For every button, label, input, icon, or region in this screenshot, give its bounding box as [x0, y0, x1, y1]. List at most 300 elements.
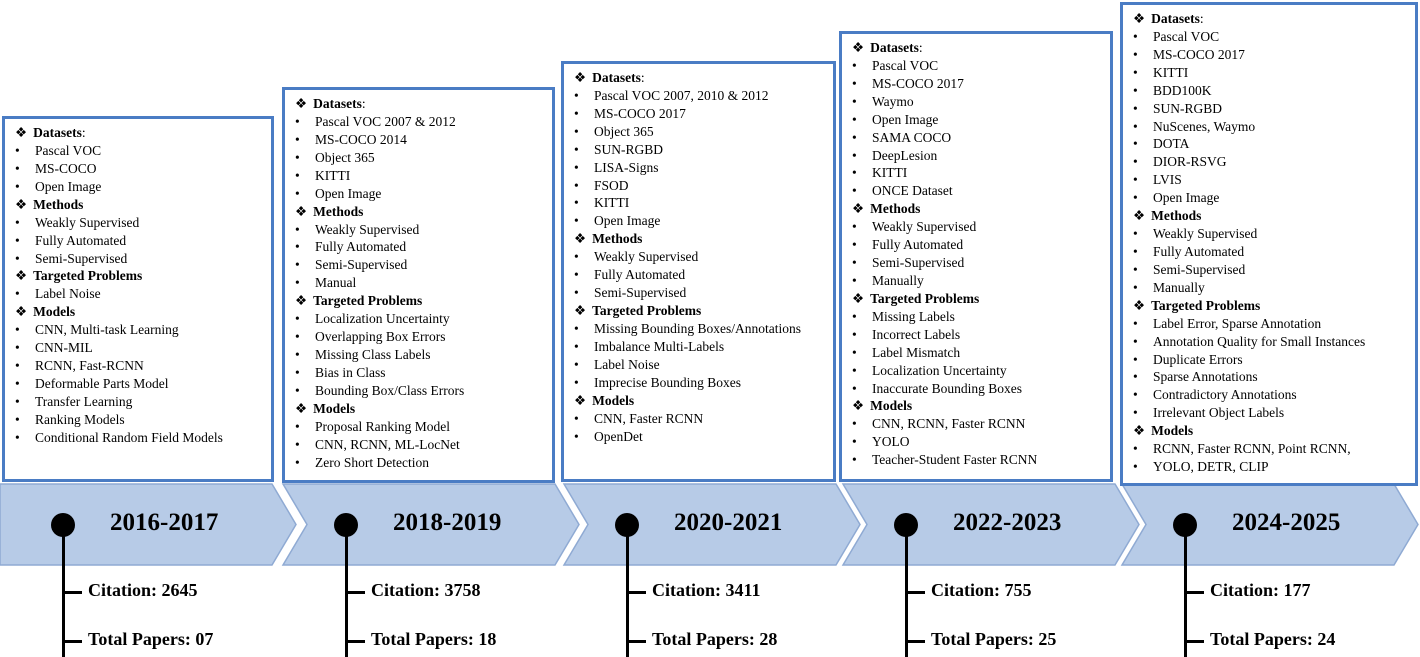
bullet-icon: • [852, 75, 857, 91]
list-item [295, 238, 546, 256]
year-label-2016-2017: 2016-2017 [110, 508, 219, 536]
citation-stat-connector [1184, 591, 1204, 594]
bullet-icon: • [1133, 351, 1138, 367]
list-item [1133, 82, 1409, 100]
bullet-icon: • [295, 239, 300, 255]
section-title: Methods [313, 203, 364, 219]
list-item-text: Inaccurate Bounding Boxes [872, 380, 1022, 396]
list-item-text: Duplicate Errors [1153, 351, 1243, 367]
section-marker-icon: ❖ [852, 290, 865, 306]
list-item [1133, 100, 1409, 118]
bullet-icon: • [574, 195, 579, 211]
list-item [852, 451, 1104, 469]
list-item [1133, 386, 1409, 404]
bullet-icon: • [295, 275, 300, 291]
list-item [852, 344, 1104, 362]
list-item [295, 436, 546, 454]
list-item-text: Open Image [35, 178, 102, 194]
bullet-icon: • [574, 285, 579, 301]
period-box-2022-2023 [839, 31, 1113, 482]
section-title: Models [313, 400, 356, 416]
bullet-icon: • [852, 362, 857, 378]
list-item [852, 164, 1104, 182]
list-item-text: Open Image [872, 111, 939, 127]
list-item-text: Pascal VOC 2007 & 2012 [315, 114, 456, 129]
list-item-text: Conditional Random Field Models [35, 429, 223, 445]
bullet-icon: • [1133, 369, 1138, 385]
list-item [1133, 351, 1409, 369]
total-papers-stat: Total Papers: 24 [1210, 629, 1336, 649]
section-marker-icon: ❖ [295, 400, 308, 416]
bullet-icon: • [15, 232, 20, 248]
section-colon: : [640, 70, 645, 85]
list-item-text: Missing Bounding Boxes/Annotations [594, 320, 802, 336]
list-item-text: KITTI [1153, 64, 1189, 80]
total-papers-stat-connector [345, 640, 365, 643]
citation-stat: Citation: 3758 [371, 580, 481, 600]
list-item-text: MS-COCO 2014 [315, 131, 407, 147]
list-item [852, 129, 1104, 147]
list-item-text: Weakly Supervised [315, 221, 420, 237]
section-title: Targeted Problems [592, 302, 702, 318]
bullet-icon: • [1133, 136, 1138, 152]
bullet-icon: • [1133, 172, 1138, 188]
section-heading [295, 400, 546, 418]
list-item [852, 218, 1104, 236]
section-title: Datasets [592, 70, 641, 85]
list-item [295, 418, 546, 436]
list-item [15, 250, 265, 268]
bullet-icon: • [852, 93, 857, 109]
bullet-icon: • [574, 213, 579, 229]
list-item-text: Bias in Class [315, 364, 386, 380]
section-title: Methods [592, 231, 643, 247]
section-heading [852, 290, 1104, 308]
list-item-text: KITTI [872, 165, 908, 181]
section-marker-icon: ❖ [295, 203, 308, 219]
list-item [852, 380, 1104, 398]
section-marker-icon: ❖ [295, 293, 308, 309]
section-marker-icon: ❖ [574, 392, 587, 408]
list-item-text: Imprecise Bounding Boxes [594, 374, 741, 390]
list-item-text: Incorrect Labels [872, 326, 961, 342]
list-item [574, 177, 827, 195]
section-heading [15, 303, 265, 321]
list-item-text: Object 365 [315, 149, 375, 165]
list-item-text: KITTI [594, 195, 630, 211]
list-item-text: FSOD [594, 177, 629, 193]
list-item-text: ONCE Dataset [872, 183, 953, 199]
list-item-text: CNN, RCNN, Faster RCNN [872, 416, 1026, 432]
list-item-text: Pascal VOC 2007, 2010 & 2012 [594, 88, 769, 103]
list-item-text: SUN-RGBD [594, 141, 664, 157]
list-item-text: Fully Automated [315, 239, 407, 255]
list-item [1133, 153, 1409, 171]
bullet-icon: • [574, 267, 579, 283]
list-item-text: SUN-RGBD [1153, 100, 1223, 116]
bullet-icon: • [852, 111, 857, 127]
list-item [295, 113, 546, 131]
list-item-text: CNN, Faster RCNN [594, 410, 704, 426]
list-item [1133, 189, 1409, 207]
citation-stat: Citation: 755 [931, 580, 1032, 600]
section-marker-icon: ❖ [574, 70, 587, 85]
list-item-text: Proposal Ranking Model [315, 418, 450, 434]
section-heading [1133, 297, 1409, 315]
list-item-text: Semi-Supervised [872, 255, 965, 271]
bullet-icon: • [1133, 279, 1138, 295]
period-box-2018-2019 [282, 87, 555, 483]
bullet-icon: • [295, 346, 300, 362]
list-item-text: Weakly Supervised [872, 219, 977, 235]
bullet-icon: • [295, 185, 300, 201]
bullet-icon: • [574, 428, 579, 444]
bullet-icon: • [574, 410, 579, 426]
bullet-icon: • [574, 159, 579, 175]
citation-stat: Citation: 2645 [88, 580, 198, 600]
list-item-text: Semi-Supervised [315, 257, 408, 273]
list-item [1133, 440, 1409, 458]
list-item-text: Weakly Supervised [1153, 226, 1258, 242]
bullet-icon: • [1133, 387, 1138, 403]
section-marker-icon: ❖ [1133, 297, 1146, 313]
list-item [295, 382, 546, 400]
section-title: Datasets [1151, 11, 1200, 26]
bullet-icon: • [1133, 64, 1138, 80]
list-item-text: DeepLesion [872, 147, 938, 163]
list-item [295, 149, 546, 167]
list-item-text: Localization Uncertainty [872, 362, 1007, 378]
bullet-icon: • [852, 129, 857, 145]
list-item [574, 410, 827, 428]
list-item [15, 214, 265, 232]
list-item [574, 356, 827, 374]
list-item-text: Weakly Supervised [594, 249, 699, 265]
bullet-icon: • [15, 376, 20, 392]
list-item-text: NuScenes, Waymo [1153, 118, 1256, 134]
list-item-text: Transfer Learning [35, 393, 133, 409]
list-item [852, 57, 1104, 75]
list-item-text: MS-COCO [35, 160, 97, 176]
total-papers-stat-connector [905, 640, 925, 643]
section-marker-icon: ❖ [15, 196, 28, 212]
section-marker-icon: ❖ [852, 40, 865, 55]
list-item [295, 256, 546, 274]
list-item-text: Weakly Supervised [35, 214, 140, 230]
period-box-2024-2025 [1120, 2, 1418, 486]
list-item-text: Fully Automated [594, 267, 686, 283]
bullet-icon: • [15, 340, 20, 356]
list-item-text: Overlapping Box Errors [315, 329, 446, 345]
list-item-text: Waymo [872, 93, 914, 109]
bullet-icon: • [852, 326, 857, 342]
list-item [574, 141, 827, 159]
bullet-icon: • [852, 452, 857, 468]
list-item-text: Open Image [315, 185, 382, 201]
list-item [15, 232, 265, 250]
bullet-icon: • [852, 165, 857, 181]
list-item [295, 131, 546, 149]
bullet-icon: • [15, 393, 20, 409]
section-marker-icon: ❖ [574, 302, 587, 318]
list-item [15, 142, 265, 160]
bullet-icon: • [1133, 100, 1138, 116]
bullet-icon: • [295, 454, 300, 470]
list-item [574, 374, 827, 392]
list-item [852, 93, 1104, 111]
section-marker-icon: ❖ [852, 398, 865, 414]
bullet-icon: • [15, 214, 20, 230]
section-colon: : [918, 40, 923, 55]
list-item [852, 272, 1104, 290]
section-heading [1133, 10, 1409, 28]
bullet-icon: • [295, 221, 300, 237]
list-item [1133, 368, 1409, 386]
list-item-text: CNN, Multi-task Learning [35, 322, 179, 338]
bullet-icon: • [1133, 441, 1138, 457]
list-item-text: MS-COCO 2017 [872, 75, 964, 91]
list-item [574, 105, 827, 123]
bullet-icon: • [852, 380, 857, 396]
section-heading [574, 230, 827, 248]
list-item [574, 159, 827, 177]
section-title: Targeted Problems [1151, 297, 1261, 313]
list-item-text: Label Noise [35, 286, 101, 302]
list-item [574, 338, 827, 356]
list-item [15, 285, 265, 303]
list-item-text: Label Noise [594, 356, 660, 372]
bullet-icon: • [574, 141, 579, 157]
list-item [1133, 333, 1409, 351]
list-item-text: OpenDet [594, 428, 643, 444]
section-title: Datasets [33, 125, 82, 140]
list-item [295, 346, 546, 364]
list-item-text: SAMA COCO [872, 129, 952, 145]
list-item-text: Localization Uncertainty [315, 311, 450, 327]
list-item-text: Object 365 [594, 123, 654, 139]
citation-stat-connector [626, 591, 646, 594]
bullet-icon: • [295, 131, 300, 147]
section-heading [852, 397, 1104, 415]
section-heading [574, 302, 827, 320]
year-label-2018-2019: 2018-2019 [393, 508, 502, 536]
list-item-text: DOTA [1153, 136, 1190, 152]
list-item [852, 254, 1104, 272]
bullet-icon: • [295, 436, 300, 452]
section-heading [574, 69, 827, 87]
list-item-text: Irrelevant Object Labels [1153, 405, 1285, 421]
bullet-icon: • [1133, 261, 1138, 277]
bullet-icon: • [1133, 118, 1138, 134]
list-item [574, 320, 827, 338]
section-heading [15, 196, 265, 214]
bullet-icon: • [852, 183, 857, 199]
bullet-icon: • [295, 114, 300, 129]
total-papers-stat-connector [62, 640, 82, 643]
list-item [852, 308, 1104, 326]
section-marker-icon: ❖ [15, 304, 28, 320]
list-item [852, 326, 1104, 344]
list-item-text: Manually [872, 272, 924, 288]
list-item-text: Semi-Supervised [35, 250, 128, 266]
section-title: Targeted Problems [313, 293, 423, 309]
list-item-text: RCNN, Faster RCNN, Point RCNN, [1153, 441, 1351, 457]
section-marker-icon: ❖ [1133, 423, 1146, 439]
bullet-icon: • [574, 338, 579, 354]
list-item-text: Ranking Models [35, 411, 125, 427]
section-title: Methods [33, 196, 84, 212]
bullet-icon: • [852, 58, 857, 73]
bullet-icon: • [15, 286, 20, 302]
list-item-text: LISA-Signs [594, 159, 659, 175]
bullet-icon: • [1133, 154, 1138, 170]
section-title: Models [592, 392, 635, 408]
bullet-icon: • [295, 418, 300, 434]
section-heading [295, 203, 546, 221]
list-item-text: Pascal VOC [872, 58, 939, 73]
list-item [295, 310, 546, 328]
bullet-icon: • [852, 434, 857, 450]
total-papers-stat: Total Papers: 25 [931, 629, 1057, 649]
bullet-icon: • [15, 358, 20, 374]
section-title: Methods [1151, 208, 1202, 224]
list-item [852, 75, 1104, 93]
bullet-icon: • [574, 374, 579, 390]
section-title: Datasets [313, 96, 362, 111]
list-item-text: Fully Automated [1153, 243, 1245, 259]
list-item [574, 266, 827, 284]
list-item [295, 185, 546, 203]
period-box-2016-2017 [2, 116, 274, 482]
section-heading [15, 124, 265, 142]
list-item-text: MS-COCO 2017 [1153, 46, 1245, 62]
bullet-icon: • [1133, 226, 1138, 242]
year-label-2022-2023: 2022-2023 [953, 508, 1062, 536]
list-item-text: Imbalance Multi-Labels [594, 338, 725, 354]
list-item-text: Open Image [1153, 190, 1220, 206]
bullet-icon: • [574, 320, 579, 336]
bullet-icon: • [1133, 333, 1138, 349]
list-item-text: Annotation Quality for Small Instances [1153, 333, 1366, 349]
list-item-text: Sparse Annotations [1153, 369, 1258, 385]
list-item [1133, 46, 1409, 64]
citation-stat-connector [62, 591, 82, 594]
list-item [295, 221, 546, 239]
list-item [852, 147, 1104, 165]
list-item [1133, 135, 1409, 153]
list-item [15, 339, 265, 357]
bullet-icon: • [1133, 243, 1138, 259]
list-item [295, 454, 546, 472]
section-marker-icon: ❖ [574, 231, 587, 247]
section-colon: : [361, 96, 366, 111]
list-item [1133, 279, 1409, 297]
citation-stat-connector [905, 591, 925, 594]
list-item [1133, 171, 1409, 189]
list-item-text: Label Error, Sparse Annotation [1153, 315, 1322, 331]
bullet-icon: • [1133, 29, 1138, 44]
section-heading [1133, 422, 1409, 440]
list-item [1133, 404, 1409, 422]
list-item [574, 248, 827, 266]
total-papers-stat-connector [1184, 640, 1204, 643]
bullet-icon: • [852, 219, 857, 235]
section-title: Models [1151, 423, 1194, 439]
list-item [15, 160, 265, 178]
list-item [295, 328, 546, 346]
bullet-icon: • [574, 105, 579, 121]
list-item-text: LVIS [1153, 172, 1182, 188]
list-item-text: Bounding Box/Class Errors [315, 382, 465, 398]
list-item [15, 411, 265, 429]
bullet-icon: • [15, 178, 20, 194]
list-item-text: DIOR-RSVG [1153, 154, 1227, 170]
list-item-text: Manual [315, 275, 357, 291]
list-item [1133, 225, 1409, 243]
total-papers-stat: Total Papers: 28 [652, 629, 778, 649]
bullet-icon: • [295, 167, 300, 183]
list-item [1133, 458, 1409, 476]
list-item-text: CNN-MIL [35, 340, 93, 356]
list-item [574, 428, 827, 446]
bullet-icon: • [852, 147, 857, 163]
list-item [852, 362, 1104, 380]
section-marker-icon: ❖ [15, 125, 28, 140]
section-marker-icon: ❖ [15, 268, 28, 284]
section-heading [1133, 207, 1409, 225]
list-item [15, 321, 265, 339]
section-title: Methods [870, 201, 921, 217]
list-item [15, 375, 265, 393]
section-title: Models [870, 398, 913, 414]
list-item [852, 415, 1104, 433]
total-papers-stat: Total Papers: 18 [371, 629, 497, 649]
section-title: Datasets [870, 40, 919, 55]
bullet-icon: • [295, 311, 300, 327]
list-item [295, 274, 546, 292]
bullet-icon: • [1133, 459, 1138, 475]
list-item [1133, 261, 1409, 279]
bullet-icon: • [15, 429, 20, 445]
section-heading [852, 200, 1104, 218]
period-box-2020-2021 [561, 61, 836, 482]
list-item [1133, 315, 1409, 333]
total-papers-stat-connector [626, 640, 646, 643]
section-heading [295, 292, 546, 310]
bullet-icon: • [574, 88, 579, 103]
list-item-text: Semi-Supervised [594, 285, 687, 301]
list-item-text: Semi-Supervised [1153, 261, 1246, 277]
section-title: Targeted Problems [870, 290, 980, 306]
list-item [295, 364, 546, 382]
section-colon: : [1199, 11, 1204, 26]
bullet-icon: • [852, 344, 857, 360]
bullet-icon: • [852, 255, 857, 271]
section-title: Targeted Problems [33, 268, 143, 284]
section-heading [852, 39, 1104, 57]
section-heading [295, 95, 546, 113]
bullet-icon: • [1133, 46, 1138, 62]
citation-stat: Citation: 3411 [652, 580, 761, 600]
list-item [1133, 118, 1409, 136]
bullet-icon: • [574, 177, 579, 193]
bullet-icon: • [1133, 315, 1138, 331]
list-item [852, 111, 1104, 129]
year-label-2024-2025: 2024-2025 [1232, 508, 1341, 536]
list-item [852, 433, 1104, 451]
list-item-text: Manually [1153, 279, 1205, 295]
bullet-icon: • [295, 149, 300, 165]
